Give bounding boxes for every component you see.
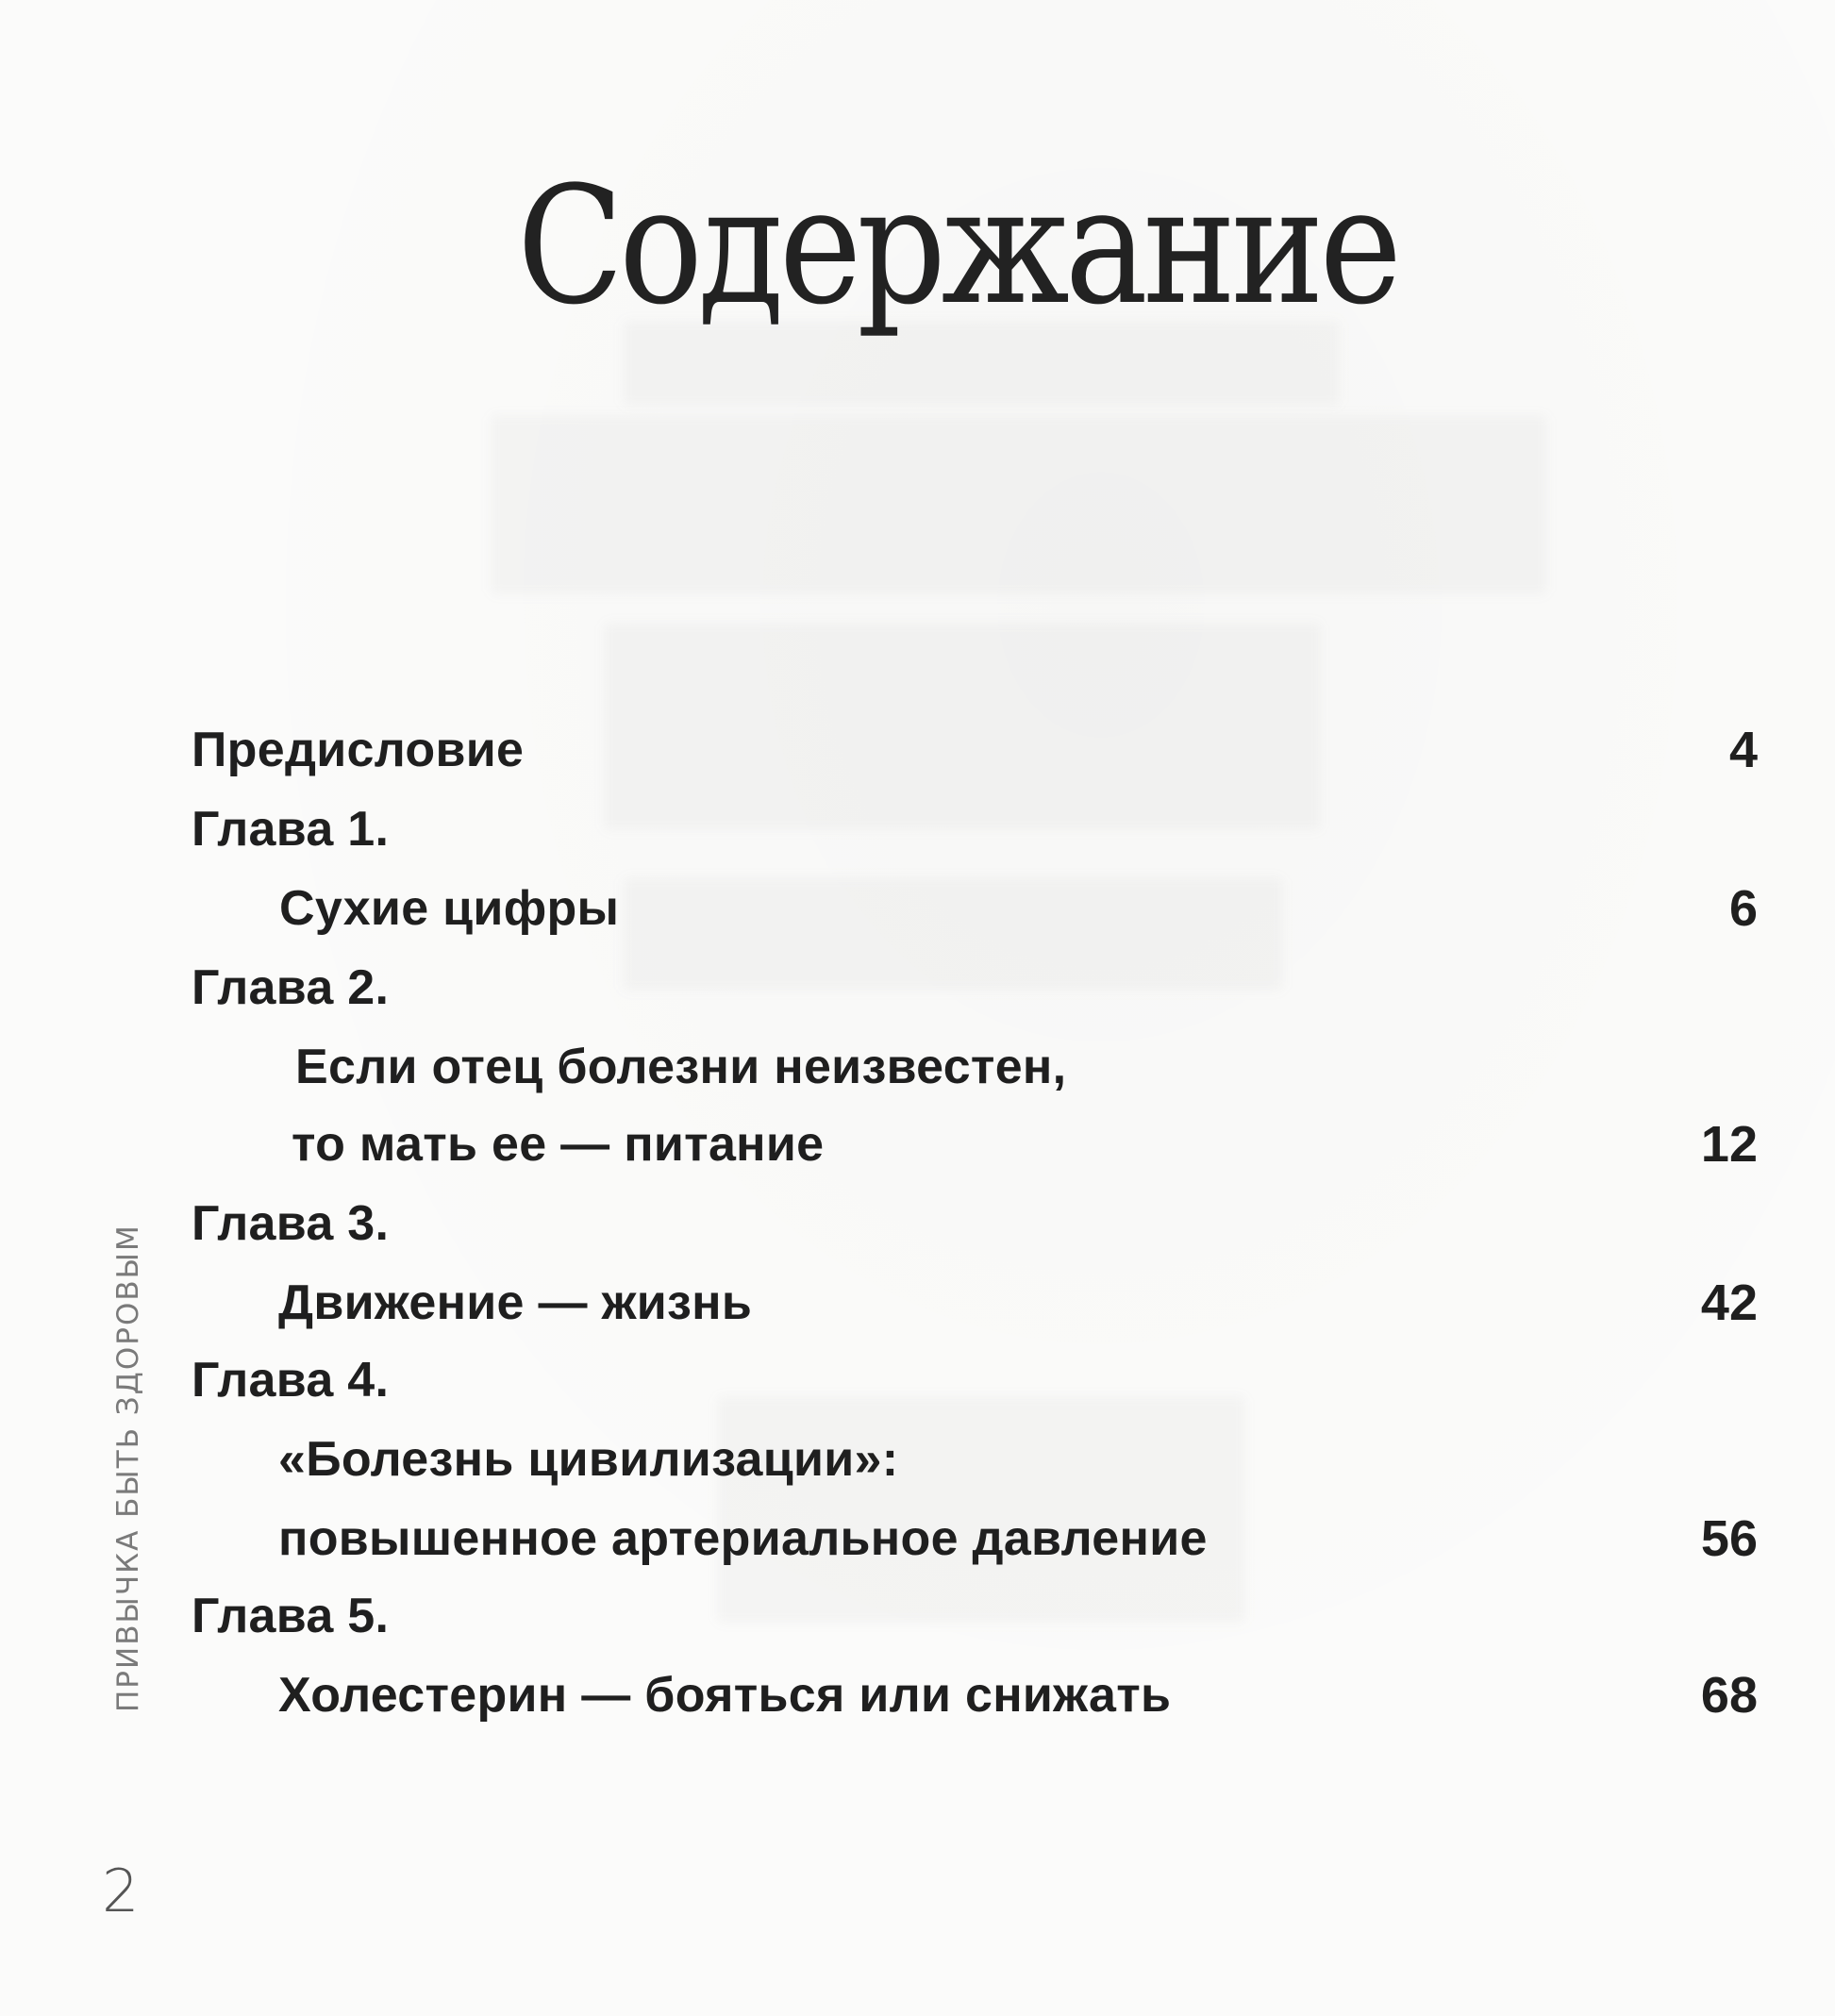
toc-chapter-heading[interactable]: [192, 955, 1758, 1021]
toc-entry-chapter-2-line-2[interactable]: [192, 1111, 1758, 1177]
page-number: 2: [102, 1857, 140, 1925]
toc-entry-label: Холестерин — бояться или снижать: [278, 1668, 1172, 1723]
toc-entry-label: Предисловие: [192, 723, 525, 777]
toc-entry-page: 6: [1728, 880, 1758, 937]
toc-entry-label: Глава 1.: [192, 802, 390, 857]
toc-entry-chapter-4-line-2[interactable]: [192, 1506, 1758, 1572]
toc-entry-chapter-1[interactable]: [192, 875, 1758, 941]
toc-entry-page: 12: [1700, 1116, 1758, 1173]
toc-entry-label: Глава 2.: [192, 960, 390, 1015]
toc-entry-chapter-4-line-1[interactable]: [192, 1426, 1758, 1492]
toc-entry-page: 56: [1700, 1510, 1758, 1567]
show-through-artifact: [491, 415, 1547, 594]
toc-entry-preface[interactable]: [192, 717, 1758, 783]
toc-entry-label: повышенное артериальное давление: [278, 1511, 1208, 1566]
toc-entry-page: 42: [1700, 1275, 1758, 1331]
toc-entry-label: Если отец болезни неизвестен,: [295, 1040, 1067, 1094]
toc-entry-chapter-5[interactable]: [192, 1662, 1758, 1728]
toc-chapter-heading[interactable]: [192, 1583, 1758, 1649]
toc-entry-label: Сухие цифры: [279, 881, 620, 936]
toc-entry-page: 68: [1700, 1667, 1758, 1724]
toc-entry-label: Движение — жизнь: [278, 1275, 753, 1330]
toc-entry-chapter-3[interactable]: [192, 1270, 1758, 1336]
toc-entry-label: Глава 4.: [192, 1353, 390, 1408]
toc-entry-label: Глава 5.: [192, 1589, 390, 1643]
toc-chapter-heading[interactable]: [192, 796, 1758, 862]
toc-entry-label: Глава 3.: [192, 1196, 390, 1251]
toc-entry-page: 4: [1728, 722, 1758, 778]
toc-entry-label: то мать ее — питание: [292, 1117, 825, 1172]
toc-chapter-heading[interactable]: [192, 1347, 1758, 1413]
running-head: ПРИВЫЧКА БЫТЬ ЗДОРОВЫМ: [111, 1224, 145, 1712]
page-title: Содержание: [517, 151, 1397, 342]
toc-entry-label: «Болезнь цивилизации»:: [278, 1432, 899, 1487]
toc-chapter-heading[interactable]: [192, 1191, 1758, 1257]
toc-entry-chapter-2-line-1[interactable]: [192, 1034, 1758, 1100]
